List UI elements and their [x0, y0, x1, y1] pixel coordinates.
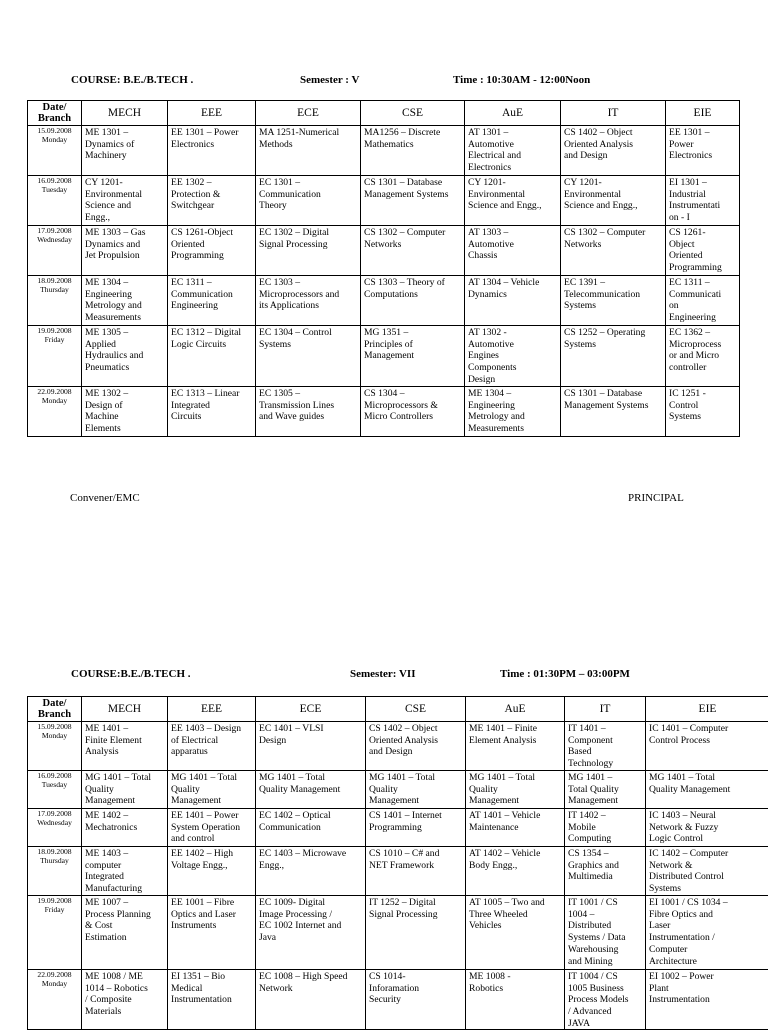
exam-cell: ME 1402 – Mechatronics	[82, 809, 168, 847]
exam-cell: EE 1402 – High Voltage Engg.,	[168, 847, 256, 896]
exam-cell: CS 1402 – Object Oriented Analysis and Design	[366, 722, 466, 771]
exam-cell: AT 1301 – Automotive Electrical and Electronics	[465, 126, 561, 176]
exam-cell: EC 1362 – Microprocess or and Micro controller	[666, 326, 740, 387]
exam-cell: EC 1311 – Communicati on Engineering	[666, 276, 740, 326]
table-row	[28, 771, 768, 809]
exam-cell: MG 1401 – Total Quality Management	[646, 771, 768, 809]
exam-cell: AT 1303 – Automotive Chassis	[465, 226, 561, 276]
table-row	[28, 387, 740, 437]
exam-cell: EI 1002 – Power Plant Instrumentation	[646, 970, 768, 1030]
exam-cell: AT 1005 – Two and Three Wheeled Vehicles	[466, 896, 565, 970]
exam-cell: EC 1401 – VLSI Design	[256, 722, 366, 771]
header-mech: MECH	[82, 697, 168, 722]
header-eee: EEE	[168, 697, 256, 722]
exam-cell: IC 1251 - Control Systems	[666, 387, 740, 437]
exam-cell: EC 1008 – High Speed Network	[256, 970, 366, 1030]
date-cell: 17.09.2008 Wednesday	[28, 809, 82, 847]
exam-cell: CS 1302 – Computer Networks	[361, 226, 465, 276]
exam-cell: EC 1313 – Linear Integrated Circuits	[168, 387, 256, 437]
exam-cell: EE 1301 – Power Electronics	[168, 126, 256, 176]
exam-cell: CS 1401 – Internet Programming	[366, 809, 466, 847]
exam-cell: MG 1401 – Total Quality Management	[366, 771, 466, 809]
exam-cell: ME 1304 – Engineering Metrology and Measurements	[82, 276, 168, 326]
exam-cell: CS 1301 – Database Management Systems	[561, 387, 666, 437]
exam-cell: EI 1301 – Industrial Instrumentati on - I	[666, 176, 740, 226]
exam-cell: MG 1351 – Principles of Management	[361, 326, 465, 387]
table-row	[28, 970, 768, 1030]
course-label-2: COURSE:B.E./B.TECH .	[71, 668, 191, 680]
header-ece: ECE	[256, 697, 366, 722]
exam-cell: ME 1008 / ME 1014 – Robotics / Composite Materials	[82, 970, 168, 1030]
exam-cell: IC 1403 – Neural Network & Fuzzy Logic Control	[646, 809, 768, 847]
date-cell: 22.09.2008 Monday	[28, 387, 82, 437]
header-aue: AuE	[466, 697, 565, 722]
exam-cell: IC 1402 – Computer Network & Distributed Control Systems	[646, 847, 768, 896]
header-cse: CSE	[366, 697, 466, 722]
exam-cell: CS 1261-Object Oriented Programming	[168, 226, 256, 276]
exam-cell: CY 1201- Environmental Science and Engg.,	[561, 176, 666, 226]
date-cell: 17.09.2008 Wednesday	[28, 226, 82, 276]
table-row	[28, 847, 768, 896]
exam-cell: EC 1402 – Optical Communication	[256, 809, 366, 847]
date-cell: 15.09.2008 Monday	[28, 722, 82, 771]
header-it: IT	[565, 697, 646, 722]
course-label-1: COURSE: B.E./B.TECH .	[71, 74, 193, 86]
exam-cell: ME 1401 – Finite Element Analysis	[466, 722, 565, 771]
exam-cell: ME 1302 – Design of Machine Elements	[82, 387, 168, 437]
date-cell: 18.09.2008 Thursday	[28, 847, 82, 896]
table-row	[28, 809, 768, 847]
table-header-row	[28, 101, 740, 126]
date-cell: 16.09.2008 Tuesday	[28, 176, 82, 226]
header-ece: ECE	[256, 101, 361, 126]
exam-cell: ME 1401 – Finite Element Analysis	[82, 722, 168, 771]
exam-cell: ME 1305 – Applied Hydraulics and Pneumatics	[82, 326, 168, 387]
exam-cell: EC 1305 – Transmission Lines and Wave guides	[256, 387, 361, 437]
exam-cell: ME 1008 - Robotics	[466, 970, 565, 1030]
table-row	[28, 722, 768, 771]
header-eie: EIE	[646, 697, 768, 722]
exam-cell: MG 1401 – Total Quality Management	[82, 771, 168, 809]
exam-cell: CS 1354 – Graphics and Multimedia	[565, 847, 646, 896]
exam-cell: AT 1302 - Automotive Engines Components Design	[465, 326, 561, 387]
exam-cell: EC 1302 – Digital Signal Processing	[256, 226, 361, 276]
exam-cell: IT 1402 – Mobile Computing	[565, 809, 646, 847]
semester-label-2: Semester: VII	[350, 668, 415, 680]
exam-cell: MG 1401 – Total Quality Management	[565, 771, 646, 809]
convener-signature-label: Convener/EMC	[70, 492, 140, 504]
exam-cell: EI 1351 – Bio Medical Instrumentation	[168, 970, 256, 1030]
exam-cell: IT 1401 – Component Based Technology	[565, 722, 646, 771]
timetable-semester-v	[27, 100, 740, 437]
time-label-1: Time : 10:30AM - 12:00Noon	[453, 74, 590, 86]
exam-cell: EE 1302 – Protection & Switchgear	[168, 176, 256, 226]
table-row	[28, 896, 768, 970]
exam-cell: CS 1304 – Microprocessors & Micro Controllers	[361, 387, 465, 437]
exam-cell: MG 1401 – Total Quality Management	[256, 771, 366, 809]
exam-cell: ME 1303 – Gas Dynamics and Jet Propulsion	[82, 226, 168, 276]
header-it: IT	[561, 101, 666, 126]
header-aue: AuE	[465, 101, 561, 126]
header-date-branch: Date/ Branch	[28, 697, 82, 722]
exam-cell: AT 1402 – Vehicle Body Engg.,	[466, 847, 565, 896]
exam-cell: EC 1403 – Microwave Engg.,	[256, 847, 366, 896]
exam-cell: IT 1252 – Digital Signal Processing	[366, 896, 466, 970]
exam-cell: CS 1302 – Computer Networks	[561, 226, 666, 276]
exam-cell: EI 1001 / CS 1034 – Fibre Optics and Laser Instrumentation / Computer Architecture	[646, 896, 768, 970]
exam-cell: CS 1252 – Operating Systems	[561, 326, 666, 387]
date-cell: 18.09.2008 Thursday	[28, 276, 82, 326]
exam-cell: ME 1007 – Process Planning & Cost Estimation	[82, 896, 168, 970]
exam-cell: IT 1001 / CS 1004 – Distributed Systems / Data Warehousing and Mining	[565, 896, 646, 970]
date-cell: 15.09.2008 Monday	[28, 126, 82, 176]
exam-cell: AT 1401 – Vehicle Maintenance	[466, 809, 565, 847]
exam-cell: CS 1303 – Theory of Computations	[361, 276, 465, 326]
header-cse: CSE	[361, 101, 465, 126]
header-eie: EIE	[666, 101, 740, 126]
date-cell: 22.09.2008 Monday	[28, 970, 82, 1030]
table-row	[28, 176, 740, 226]
table-row	[28, 126, 740, 176]
exam-cell: MA1256 – Discrete Mathematics	[361, 126, 465, 176]
table-row	[28, 326, 740, 387]
exam-cell: ME 1403 – computer Integrated Manufacturing	[82, 847, 168, 896]
exam-cell: EC 1009- Digital Image Processing / EC 1002 Internet and Java	[256, 896, 366, 970]
date-cell: 16.09.2008 Tuesday	[28, 771, 82, 809]
exam-cell: ME 1301 – Dynamics of Machinery	[82, 126, 168, 176]
header-date-branch: Date/ Branch	[28, 101, 82, 126]
principal-signature-label: PRINCIPAL	[628, 492, 684, 504]
exam-cell: CS 1261- Object Oriented Programming	[666, 226, 740, 276]
table-row	[28, 226, 740, 276]
exam-cell: EC 1301 – Communication Theory	[256, 176, 361, 226]
exam-cell: EE 1401 – Power System Operation and control	[168, 809, 256, 847]
exam-cell: CY 1201- Environmental Science and Engg.,	[82, 176, 168, 226]
exam-cell: IC 1401 – Computer Control Process	[646, 722, 768, 771]
exam-cell: CS 1301 – Database Management Systems	[361, 176, 465, 226]
table-header-row	[28, 697, 768, 722]
exam-cell: EC 1304 – Control Systems	[256, 326, 361, 387]
timetable-semester-vii	[27, 696, 768, 1030]
exam-cell: EE 1301 – Power Electronics	[666, 126, 740, 176]
time-label-2: Time : 01:30PM – 03:00PM	[500, 668, 630, 680]
exam-cell: CS 1010 – C# and NET Framework	[366, 847, 466, 896]
exam-cell: EC 1311 – Communication Engineering	[168, 276, 256, 326]
exam-cell: IT 1004 / CS 1005 Business Process Models / Advanced JAVA	[565, 970, 646, 1030]
exam-cell: MG 1401 – Total Quality Management	[168, 771, 256, 809]
exam-cell: AT 1304 – Vehicle Dynamics	[465, 276, 561, 326]
header-eee: EEE	[168, 101, 256, 126]
date-cell: 19.09.2008 Friday	[28, 896, 82, 970]
header-mech: MECH	[82, 101, 168, 126]
exam-cell: CS 1402 – Object Oriented Analysis and Design	[561, 126, 666, 176]
exam-cell: EC 1391 – Telecommunication Systems	[561, 276, 666, 326]
exam-cell: CS 1014- Inforamation Security	[366, 970, 466, 1030]
exam-cell: MG 1401 – Total Quality Management	[466, 771, 565, 809]
exam-cell: MA 1251-Numerical Methods	[256, 126, 361, 176]
date-cell: 19.09.2008 Friday	[28, 326, 82, 387]
exam-cell: EE 1403 – Design of Electrical apparatus	[168, 722, 256, 771]
semester-label-1: Semester : V	[300, 74, 359, 86]
table-row	[28, 276, 740, 326]
exam-cell: EC 1303 – Microprocessors and its Applications	[256, 276, 361, 326]
exam-cell: EE 1001 – Fibre Optics and Laser Instruments	[168, 896, 256, 970]
exam-cell: CY 1201- Environmental Science and Engg.,	[465, 176, 561, 226]
exam-cell: ME 1304 – Engineering Metrology and Measurements	[465, 387, 561, 437]
exam-cell: EC 1312 – Digital Logic Circuits	[168, 326, 256, 387]
